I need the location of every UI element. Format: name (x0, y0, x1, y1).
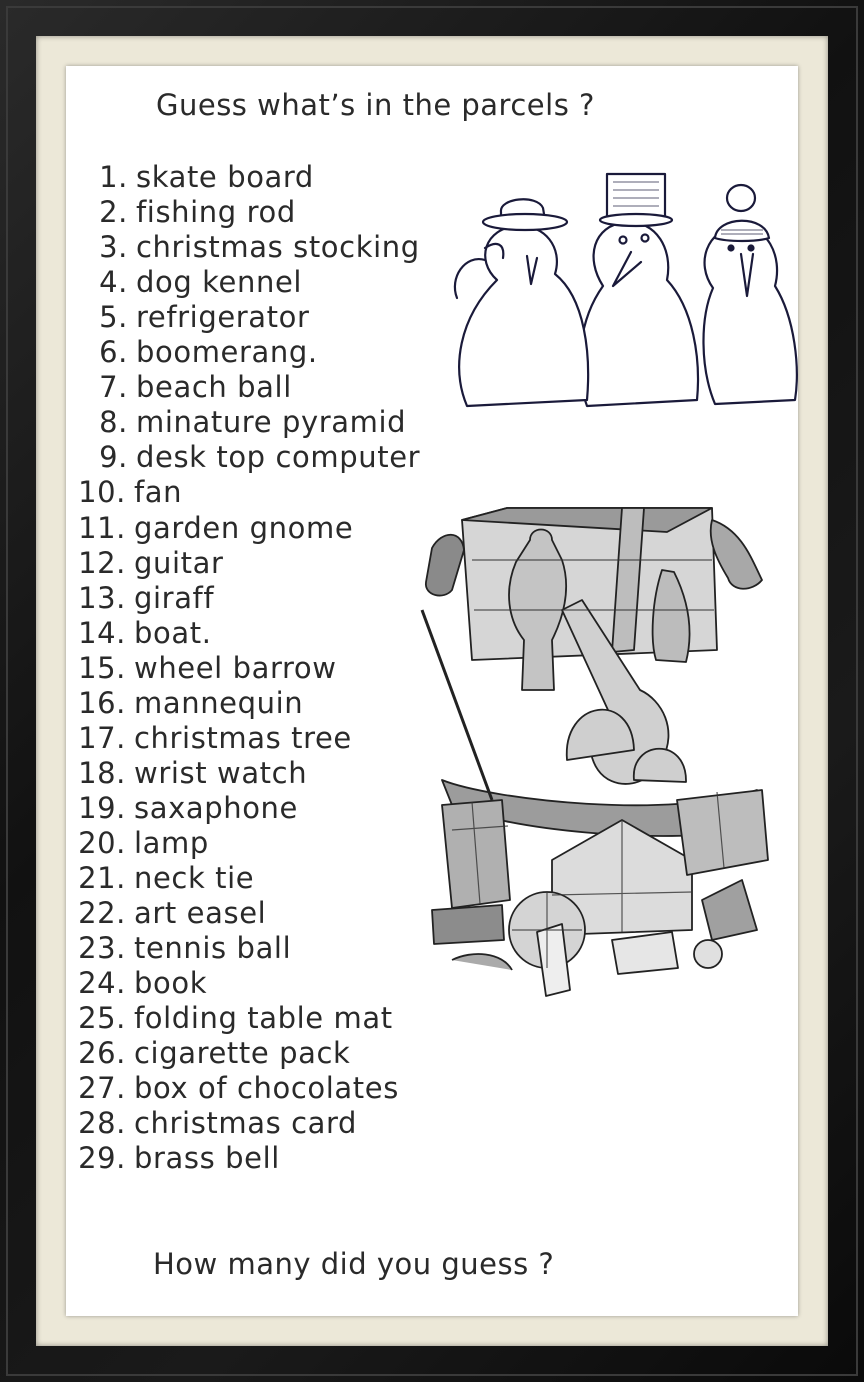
list-item (78, 1106, 358, 1141)
list-item (78, 1141, 280, 1176)
list-item-label: wheel barrow (134, 650, 337, 685)
list-item (99, 405, 407, 440)
list-item-label: lamp (134, 825, 209, 860)
parcels-illustration (412, 500, 780, 1000)
list-item-number: 16. (78, 685, 126, 720)
list-item-label: desk top computer (136, 440, 421, 475)
list-item-number: 18. (78, 755, 126, 790)
list-item-label: brass bell (134, 1141, 280, 1176)
list-item-label: christmas stocking (136, 230, 420, 265)
list-item-number: 1. (99, 160, 128, 194)
list-item (99, 335, 318, 370)
list-item (78, 545, 224, 581)
list-item-label: dog kennel (136, 265, 303, 300)
list-item-number: 23. (78, 931, 126, 966)
list-item-label: wrist watch (134, 755, 308, 790)
page-title: Guess what’s in the parcels ? (156, 88, 595, 122)
list-item-number: 7. (99, 370, 128, 405)
list-item (78, 580, 215, 616)
list-item (78, 720, 352, 756)
list-item (78, 685, 304, 721)
footer-question: How many did you guess ? (153, 1247, 555, 1281)
list-item-label: book (134, 966, 208, 1001)
list-item (78, 966, 208, 1001)
list-item (78, 1036, 351, 1071)
list-item-number: 3. (99, 230, 128, 265)
list-item (78, 931, 292, 966)
list-item-label: neck tie (134, 861, 255, 895)
list-item-number: 25. (78, 1001, 126, 1036)
list-item (78, 615, 212, 651)
list-item-number: 21. (78, 861, 126, 895)
list-item-label: mannequin (134, 685, 304, 720)
list-item (99, 160, 314, 195)
list-item (78, 861, 255, 896)
list-item-label: minature pyramid (136, 405, 407, 440)
list-item-number: 6. (99, 335, 128, 370)
list-item (99, 230, 420, 265)
list-item-number: 12. (78, 545, 126, 580)
list-item-label: skate board (136, 160, 314, 194)
list-item (99, 440, 421, 475)
list-item-label: tennis ball (134, 931, 292, 966)
list-item-number: 14. (78, 615, 126, 650)
list-item (78, 755, 308, 791)
list-item-number: 13. (78, 580, 126, 615)
list-item (78, 1001, 393, 1036)
list-item-label: folding table mat (134, 1001, 393, 1036)
list-item-label: refrigerator (136, 300, 310, 335)
list-item (99, 265, 303, 300)
list-item-number: 4. (99, 265, 128, 300)
list-item-number: 2. (99, 195, 128, 230)
list-item-number: 15. (78, 650, 126, 685)
list-item-label: giraff (134, 580, 215, 615)
list-item-label: boomerang. (136, 335, 318, 370)
list-item-number: 8. (99, 405, 128, 440)
list-item (78, 825, 209, 861)
list-item-number: 9. (99, 440, 128, 475)
list-item-label: cigarette pack (134, 1036, 351, 1071)
list-item-label: christmas card (134, 1106, 358, 1141)
list-item (99, 370, 292, 405)
list-item-label: art easel (134, 896, 267, 931)
list-item-number: 5. (99, 300, 128, 335)
list-item (78, 1071, 399, 1106)
list-item-label: saxaphone (134, 790, 298, 825)
list-item (78, 650, 337, 686)
list-item-label: christmas tree (134, 720, 352, 755)
list-item (78, 510, 354, 546)
list-item (99, 300, 310, 335)
list-item-number: 22. (78, 896, 126, 931)
list-item-number: 24. (78, 966, 126, 1001)
list-item-number: 27. (78, 1071, 126, 1106)
list-item-label: box of chocolates (134, 1071, 399, 1106)
list-item (78, 475, 183, 510)
list-item-number: 20. (78, 825, 126, 860)
list-item-label: beach ball (136, 370, 292, 405)
list-item-number: 17. (78, 720, 126, 755)
list-item-number: 26. (78, 1036, 126, 1071)
list-item (78, 790, 298, 826)
list-item-number: 11. (78, 510, 126, 545)
list-item-number: 28. (78, 1106, 126, 1141)
list-item (78, 896, 267, 931)
list-item-label: fan (134, 475, 183, 510)
list-item-label: fishing rod (136, 195, 296, 230)
list-item-number: 10. (78, 475, 126, 510)
list-item (99, 195, 296, 230)
snowmen-illustration (445, 168, 798, 418)
list-item-label: guitar (134, 545, 224, 580)
list-item-label: boat. (134, 615, 212, 650)
list-item-number: 29. (78, 1141, 126, 1176)
list-item-number: 19. (78, 790, 126, 825)
list-item-label: garden gnome (134, 510, 354, 545)
